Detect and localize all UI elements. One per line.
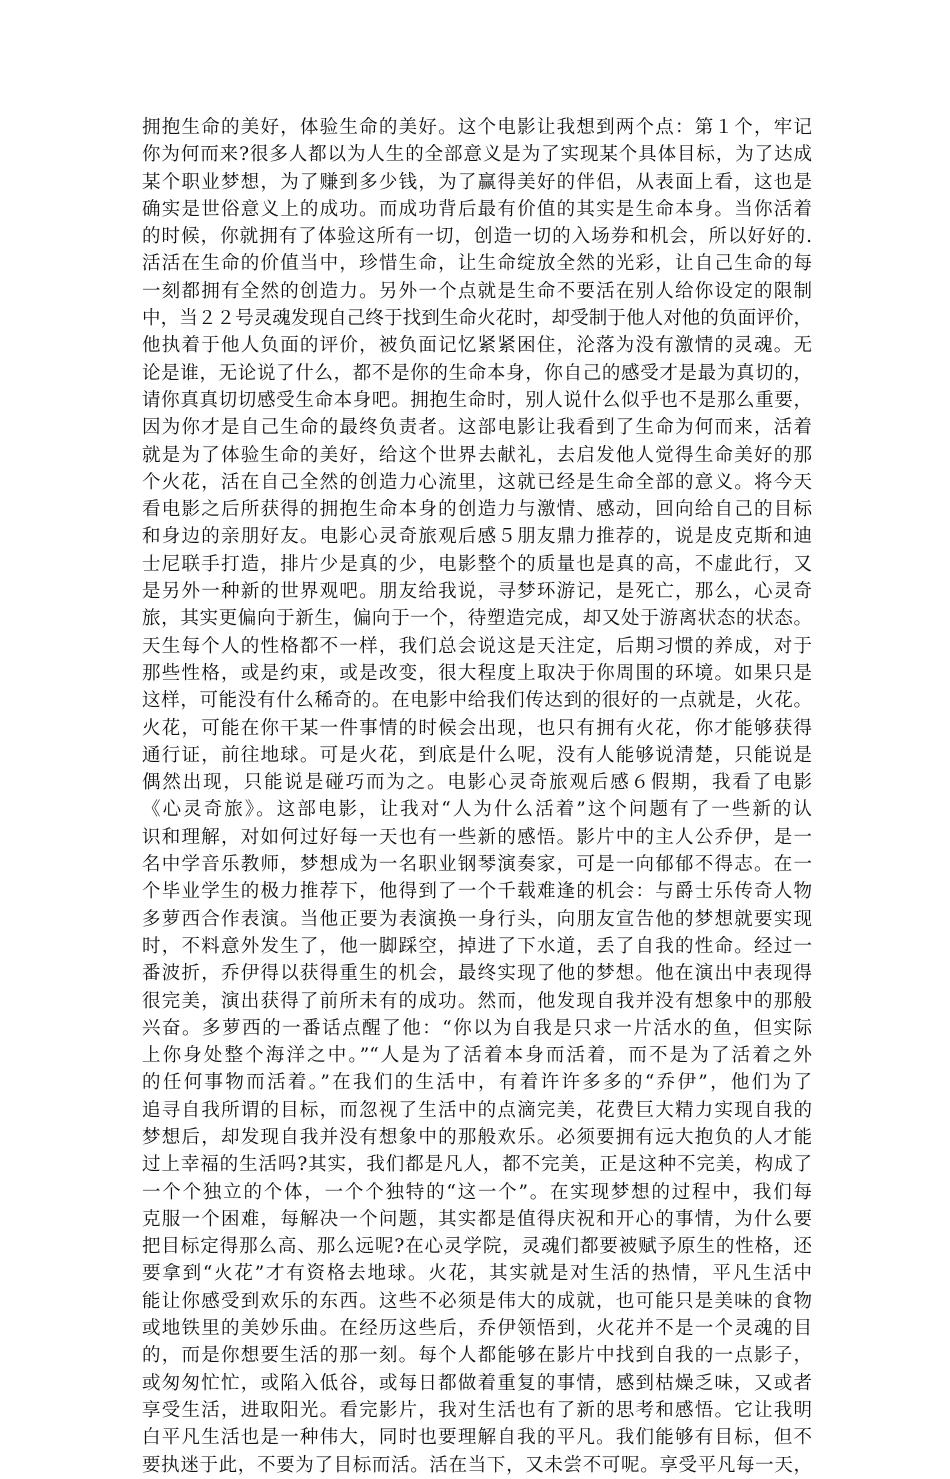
text-line: 因为你才是自己生命的最终负责者。这部电影让我看到了生命为何而来，活着	[142, 417, 812, 439]
text-line: 识和理解，对如何过好每一天也有一些新的感悟。影片中的主人公乔伊，是一	[142, 826, 812, 848]
text-line: 火花，可能在你干某一件事情的时候会出现，也只有拥有火花，你才能够获得	[142, 717, 812, 739]
text-line: 拥抱生命的美好，体验生命的美好。这个电影让我想到两个点：第１个，牢记	[142, 117, 812, 138]
text-line: 他执着于他人负面的评价，被负面记忆紧紧困住，沦落为没有激情的灵魂。无	[142, 335, 812, 357]
text-line: 追寻自我所谓的目标，而忽视了生活中的点滴完美，花费巨大精力实现自我的	[142, 1099, 812, 1121]
text-line: 个毕业学生的极力推荐下，他得到了一个千载难逢的机会：与爵士乐传奇人物	[142, 881, 812, 903]
text-line: 是另外一种新的世界观吧。朋友给我说，寻梦环游记，是死亡，那么，心灵奇	[142, 581, 812, 603]
text-line: 你为何而来?很多人都以为人生的全部意义是为了实现某个具体目标，为了达成	[142, 144, 812, 166]
text-line: 天生每个人的性格都不一样，我们总会说这是天注定，后期习惯的养成，对于	[142, 635, 812, 657]
text-line: 白平凡生活也是一种伟大，同时也要理解自我的平凡。我们能够有目标，但不	[142, 1427, 812, 1449]
text-line: 的，而是你想要生活的那一刻。每个人都能够在影片中找到自我的一点影子，	[142, 1345, 812, 1367]
text-line: 番波折，乔伊得以获得重生的机会，最终实现了他的梦想。他在演出中表现得	[142, 963, 812, 985]
text-line: 上你身处整个海洋之中。”“人是为了活着本身而活着，而不是为了活着之外	[142, 1045, 812, 1067]
text-line: 通行证，前往地球。可是火花，到底是什么呢，没有人能够说清楚，只能说是	[142, 744, 812, 766]
text-line: 时，不料意外发生了，他一脚踩空，掉进了下水道，丢了自我的性命。经过一	[142, 935, 812, 957]
text-line: 和身边的亲朋好友。电影心灵奇旅观后感５朋友鼎力推荐的，说是皮克斯和迪	[142, 526, 812, 548]
text-line: 过上幸福的生活吗?其实，我们都是凡人，都不完美，正是这种不完美，构成了	[142, 1154, 812, 1176]
text-line: 能让你感受到欢乐的东西。这些不必须是伟大的成就，也可能只是美味的食物	[142, 1290, 812, 1312]
text-line: 士尼联手打造，排片少是真的少，电影整个的质量也是真的高，不虚此行，又	[142, 553, 812, 575]
text-line: 偶然出现，只能说是碰巧而为之。电影心灵奇旅观后感６假期，我看了电影	[142, 772, 812, 794]
text-line: 一刻都拥有全然的创造力。另外一个点就是生命不要活在别人给你设定的限制	[142, 280, 812, 302]
text-line: 中，当２２号灵魂发现自己终于找到生命火花时，却受制于他人对他的负面评价，	[142, 308, 812, 330]
text-line: 的时候，你就拥有了体验这所有一切，创造一切的入场券和机会，所以好好的.	[142, 226, 812, 248]
text-line: 要执迷于此，不要为了目标而活。活在当下，又未尝不可呢。享受平凡每一天，	[142, 1454, 812, 1476]
text-line: 就是为了体验生命的美好，给这个世界去献礼，去启发他人觉得生命美好的那	[142, 444, 812, 466]
text-line: 请你真真切切感受生命本身吧。拥抱生命时，别人说什么似乎也不是那么重要，	[142, 389, 812, 411]
text-line: 《心灵奇旅》。这部电影，让我对“人为什么活着”这个问题有了一些新的认	[142, 799, 812, 821]
text-line: 论是谁，无论说了什么，都不是你的生命本身，你自己的感受才是最为真切的，	[142, 362, 812, 384]
text-line: 多萝西合作表演。当他正要为表演换一身行头，向朋友宣告他的梦想就要实现	[142, 908, 812, 930]
text-line: 兴奋。多萝西的一番话点醒了他：“你以为自我是只求一片活水的鱼，但实际	[142, 1017, 812, 1039]
text-line: 确实是世俗意义上的成功。而成功背后最有价值的其实是生命本身。当你活着	[142, 198, 812, 220]
text-line: 要拿到“火花”才有资格去地球。火花，其实就是对生活的热情，平凡生活中	[142, 1263, 812, 1285]
text-line: 梦想后，却发现自我并没有想象中的那般欢乐。必须要拥有远大抱负的人才能	[142, 1126, 812, 1148]
text-line: 旅，其实更偏向于新生，偏向于一个，待塑造完成，却又处于游离状态的状态。	[142, 608, 812, 630]
text-line: 很完美，演出获得了前所未有的成功。然而，他发现自我并没有想象中的那般	[142, 990, 812, 1012]
text-line: 的任何事物而活着。”在我们的生活中，有着许许多多的“乔伊”，他们为了	[142, 1072, 812, 1094]
text-line: 活活在生命的价值当中，珍惜生命，让生命绽放全然的光彩，让自己生命的每	[142, 253, 812, 275]
text-line: 某个职业梦想，为了赚到多少钱，为了赢得美好的伴侣，从表面上看，这也是	[142, 171, 812, 193]
text-line: 或地铁里的美妙乐曲。在经历这些后，乔伊领悟到，火花并不是一个灵魂的目	[142, 1318, 812, 1340]
text-line: 克服一个困难，每解决一个问题，其实都是值得庆祝和开心的事情，为什么要	[142, 1208, 812, 1230]
text-line: 或匆匆忙忙，或陷入低谷，或每日都做着重复的事情，感到枯燥乏味，又或者	[142, 1372, 812, 1394]
text-line: 享受生活，进取阳光。看完影片，我对生活也有了新的思考和感悟。它让我明	[142, 1399, 812, 1421]
text-line: 那些性格，或是约束，或是改变，很大程度上取决于你周围的环境。如果只是	[142, 662, 812, 684]
text-line: 这样，可能没有什么稀奇的。在电影中给我们传达到的很好的一点就是，火花。	[142, 690, 812, 712]
text-line: 个火花，活在自己全然的创造力心流里，这就已经是生命全部的意义。将今天	[142, 471, 812, 493]
body-text	[142, 114, 812, 1479]
text-line: 一个个独立的个体，一个个独特的“这一个”。在实现梦想的过程中，我们每	[142, 1181, 812, 1203]
text-line: 把目标定得那么高、那么远呢?在心灵学院，灵魂们都要被赋予原生的性格，还	[142, 1236, 812, 1258]
text-line: 看电影之后所获得的拥抱生命本身的创造力与激情、感动，回向给自己的目标	[142, 499, 812, 521]
text-line: 名中学音乐教师，梦想成为一名职业钢琴演奏家，可是一向郁郁不得志。在一	[142, 854, 812, 876]
